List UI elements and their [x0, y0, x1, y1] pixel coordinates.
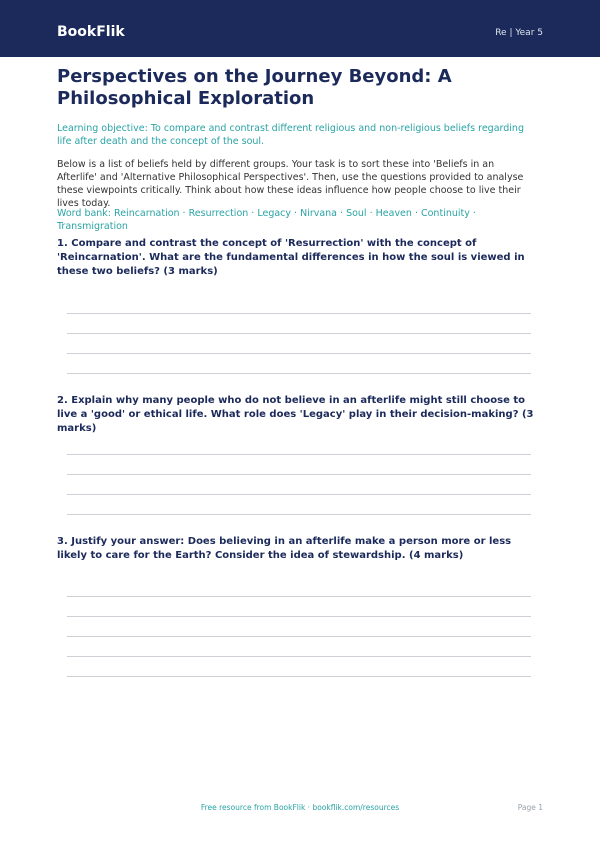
answer-line[interactable]	[67, 373, 531, 374]
answer-line[interactable]	[67, 596, 531, 597]
page-number: Page 1	[517, 803, 543, 812]
answer-line[interactable]	[67, 494, 531, 495]
learning-objective: Learning objective: To compare and contrast different religious and non-religious beliefs regarding life after death and the concept of the soul.	[57, 123, 524, 147]
answer-line[interactable]	[67, 353, 531, 354]
answer-line[interactable]	[67, 454, 531, 455]
answer-line[interactable]	[67, 636, 531, 637]
question-1: 1. Compare and contrast the concept of 'Resurrection' with the concept of 'Reincarnation'. What are the fundamental differences in how the soul is viewed in these two beliefs? (3 marks)	[57, 238, 525, 277]
subject-year-label: Re | Year 5	[495, 28, 543, 38]
word-bank: Word bank: Reincarnation · Resurrection · Legacy · Nirvana · Soul · Heaven · Continuity · Transmigration	[57, 208, 476, 232]
answer-line[interactable]	[67, 616, 531, 617]
instructions-paragraph: Below is a list of beliefs held by different groups. Your task is to sort these into 'Beliefs in an Afterlife' and 'Alternative Philosophical Perspectives'. Then, use the questions provided to analyse these viewpoints critically. Think about how these ideas influence how people choose to live their lives today.	[57, 159, 524, 209]
page-title: Perspectives on the Journey Beyond: A Philosophical Exploration	[57, 66, 452, 109]
page-header	[0, 0, 600, 57]
answer-line[interactable]	[67, 333, 531, 334]
answer-line[interactable]	[67, 474, 531, 475]
question-2: 2. Explain why many people who do not believe in an afterlife might still choose to live a 'good' or ethical life. What role does 'Legacy' play in their decision-making? (3 marks)	[57, 395, 534, 434]
answer-line[interactable]	[67, 313, 531, 314]
answer-line[interactable]	[67, 676, 531, 677]
brand-logo-text[interactable]: BookFlik	[57, 24, 125, 40]
answer-line[interactable]	[67, 514, 531, 515]
question-3: 3. Justify your answer: Does believing in an afterlife make a person more or less likely to care for the Earth? Consider the idea of stewardship. (4 marks)	[57, 536, 512, 561]
footer-credit-link[interactable]: Free resource from BookFlik · bookflik.com/resources	[200, 803, 400, 812]
answer-line[interactable]	[67, 656, 531, 657]
